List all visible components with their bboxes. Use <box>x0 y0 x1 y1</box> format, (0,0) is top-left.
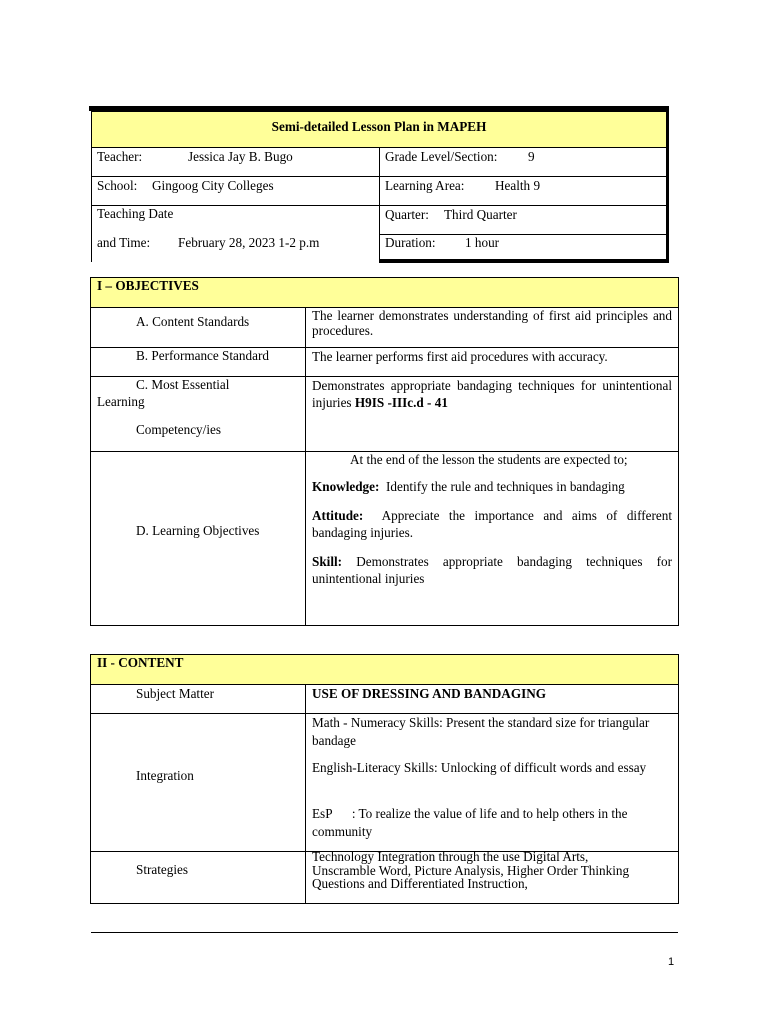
school-value: Gingoog City Colleges <box>152 178 274 193</box>
melc-value-text <box>312 377 672 411</box>
melc-label-line3: Competency/ies <box>136 422 221 437</box>
school-cell <box>91 176 380 206</box>
attitude-line <box>312 507 672 541</box>
learning-objectives-label: D. Learning Objectives <box>136 523 260 538</box>
learning-area-cell <box>379 176 667 206</box>
learning-area-value: Health 9 <box>495 178 541 193</box>
melc-label-line2: Learning <box>97 394 145 409</box>
lesson-plan-header-table <box>89 106 669 262</box>
footer-divider <box>91 932 678 933</box>
grade-label: Grade Level/Section: <box>385 149 498 164</box>
teacher-label: Teacher: <box>97 149 143 164</box>
duration-value: 1 hour <box>465 235 500 250</box>
melc-value-cell <box>305 376 679 452</box>
quarter-value: Third Quarter <box>444 207 517 222</box>
subject-value-cell <box>305 684 679 714</box>
content-standards-label: A. Content Standards <box>136 314 250 329</box>
time-label: and Time: <box>97 235 151 250</box>
teaching-date-label: Teaching Date <box>97 206 174 221</box>
content-standards-label-cell <box>90 307 306 348</box>
performance-value: The learner performs first aid procedures with accuracy. <box>312 349 608 364</box>
strategies-value-cell <box>305 851 679 904</box>
objectives-heading: I – OBJECTIVES <box>97 278 199 293</box>
subject-label-cell <box>90 684 306 714</box>
quarter-cell <box>379 205 667 235</box>
integration-value-cell <box>305 713 679 852</box>
skill-value: Demonstrates appropriate bandaging techniques for unintentional injuries <box>312 554 673 586</box>
objectives-table <box>90 277 679 626</box>
duration-label: Duration: <box>385 235 436 250</box>
teacher-cell <box>91 147 380 177</box>
performance-value-cell <box>305 347 679 377</box>
strategies-label: Strategies <box>136 862 189 877</box>
knowledge-value: Identify the rule and techniques in bandaging <box>386 479 625 494</box>
melc-label-cell <box>90 376 306 452</box>
skill-line <box>312 553 672 587</box>
page-number: 1 <box>668 956 675 968</box>
school-label: School: <box>97 178 138 193</box>
quarter-label: Quarter: <box>385 207 429 222</box>
objectives-intro: At the end of the lesson the students are expected to; <box>350 452 628 467</box>
attitude-label: Attitude: <box>312 508 364 523</box>
performance-label-cell <box>90 347 306 377</box>
content-heading: II - CONTENT <box>97 655 184 670</box>
content-heading-cell <box>90 654 679 685</box>
integration-math: Math - Numeracy Skills: Present the standard size for triangular bandage <box>312 715 650 748</box>
strategies-label-cell <box>90 851 306 904</box>
content-standards-value: The learner demonstrates understanding of first aid principles and procedures. <box>312 308 672 338</box>
knowledge-line <box>312 479 625 495</box>
melc-label-line1: C. Most Essential <box>136 377 230 392</box>
title-cell <box>91 111 667 148</box>
duration-cell <box>379 234 667 262</box>
integration-label-cell <box>90 713 306 852</box>
table-right-border <box>666 106 669 262</box>
melc-code: H9IS -IIIc.d - 41 <box>354 395 448 410</box>
table-bottom-border <box>379 259 669 263</box>
content-standards-value-cell <box>305 307 679 348</box>
teacher-value: Jessica Jay B. Bugo <box>188 149 293 164</box>
grade-cell <box>379 147 667 177</box>
skill-label: Skill: <box>312 554 343 569</box>
content-table <box>90 654 679 904</box>
page-title: Semi-detailed Lesson Plan in MAPEH <box>271 119 487 134</box>
learning-objectives-value-cell <box>305 451 679 626</box>
learning-objectives-label-cell <box>90 451 306 626</box>
melc-value: Demonstrates appropriate bandaging techniques for unintentional injuries <box>312 378 672 410</box>
integration-english: English-Literacy Skills: Unlocking of difficult words and essay <box>312 760 647 775</box>
subject-value: USE OF DRESSING AND BANDAGING <box>312 686 546 701</box>
grade-value: 9 <box>528 149 535 164</box>
objectives-heading-cell <box>90 277 679 308</box>
attitude-value: Appreciate the importance and aims of different bandaging injuries. <box>312 508 672 540</box>
learning-area-label: Learning Area: <box>385 178 465 193</box>
date-time-value: February 28, 2023 1-2 p.m <box>178 235 320 250</box>
integration-label: Integration <box>136 768 194 783</box>
teaching-date-cell <box>91 205 380 262</box>
performance-label: B. Performance Standard <box>136 348 269 363</box>
knowledge-label: Knowledge: <box>312 479 380 494</box>
subject-label: Subject Matter <box>136 686 215 701</box>
integration-esp: EsP : To realize the value of life and to help others in the community <box>312 806 631 839</box>
strategies-value: Technology Integration through the use Digital Arts, Unscramble Word, Picture Analysis, Higher Order Thinking Questions and Differentiated Instruction, <box>312 849 630 891</box>
